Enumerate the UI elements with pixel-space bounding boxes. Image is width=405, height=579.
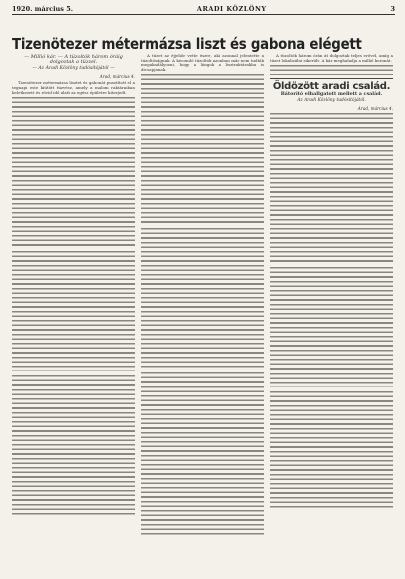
main-headline: Tizenötezer métermázsa liszt és gabona elégett: [12, 35, 362, 53]
text-block: [141, 74, 264, 224]
text-block: [12, 97, 135, 247]
page-header: [12, 4, 395, 15]
article-dateline: Arad, március 4.: [99, 73, 135, 79]
headline-row: [12, 18, 395, 52]
article-paragraph: A tüzoltók három órán át dolgoztak teljes erővel, amíg a tüzet lokalizálni sikerült. A kár meghaladja a millió koronát.: [270, 54, 393, 63]
second-article-source: Az Aradi Közlöny tudósítójától.: [297, 98, 366, 104]
column-1: [12, 54, 135, 537]
second-article-title: Öldözött aradi család.: [272, 81, 391, 93]
text-block: [270, 391, 393, 509]
column-2: [141, 54, 264, 537]
text-block: [270, 267, 393, 387]
text-columns: [12, 54, 395, 537]
article-paragraph: A tüzet az éjjeliőr vette észre, aki azonnal jelentette a tüzoltóságnak. A kivonuló tüzoltók azonban már nem tudták megakadályozni, hogy a lángok a lisztraktárakba is átcsapjanak.: [141, 54, 264, 72]
text-block: [141, 228, 264, 368]
text-block: [12, 375, 135, 515]
article-divider: [270, 78, 393, 79]
text-block: [270, 113, 393, 263]
second-article-dateline: Arad, március 4.: [357, 105, 393, 111]
page-number: 3: [390, 4, 395, 13]
article-source: — Az Aradi Közlöny tudósítójától —: [32, 66, 115, 72]
paper-title: ARADI KÖZLÖNY: [196, 4, 267, 13]
second-article-subtitle: Bátorító elhallgatott mellett a család.: [280, 90, 383, 97]
issue-date: 1920. március 5.: [12, 4, 73, 13]
column-3: [270, 54, 393, 537]
text-block: [141, 372, 264, 537]
text-block: [270, 65, 393, 75]
text-block: [12, 251, 135, 371]
article-paragraph: Tizenötezer métermázsa lisztet és gabonát pusztított el a tegnapi este kiütött tüzvész, amely a malom raktáraiban keletkezett és rövid idő alatt az egész épületre kiterjedt.: [12, 81, 135, 95]
article-byline: — Millió kár. — A tüzoltók három óráig dolgoztak a tüzzel.: [24, 54, 123, 65]
